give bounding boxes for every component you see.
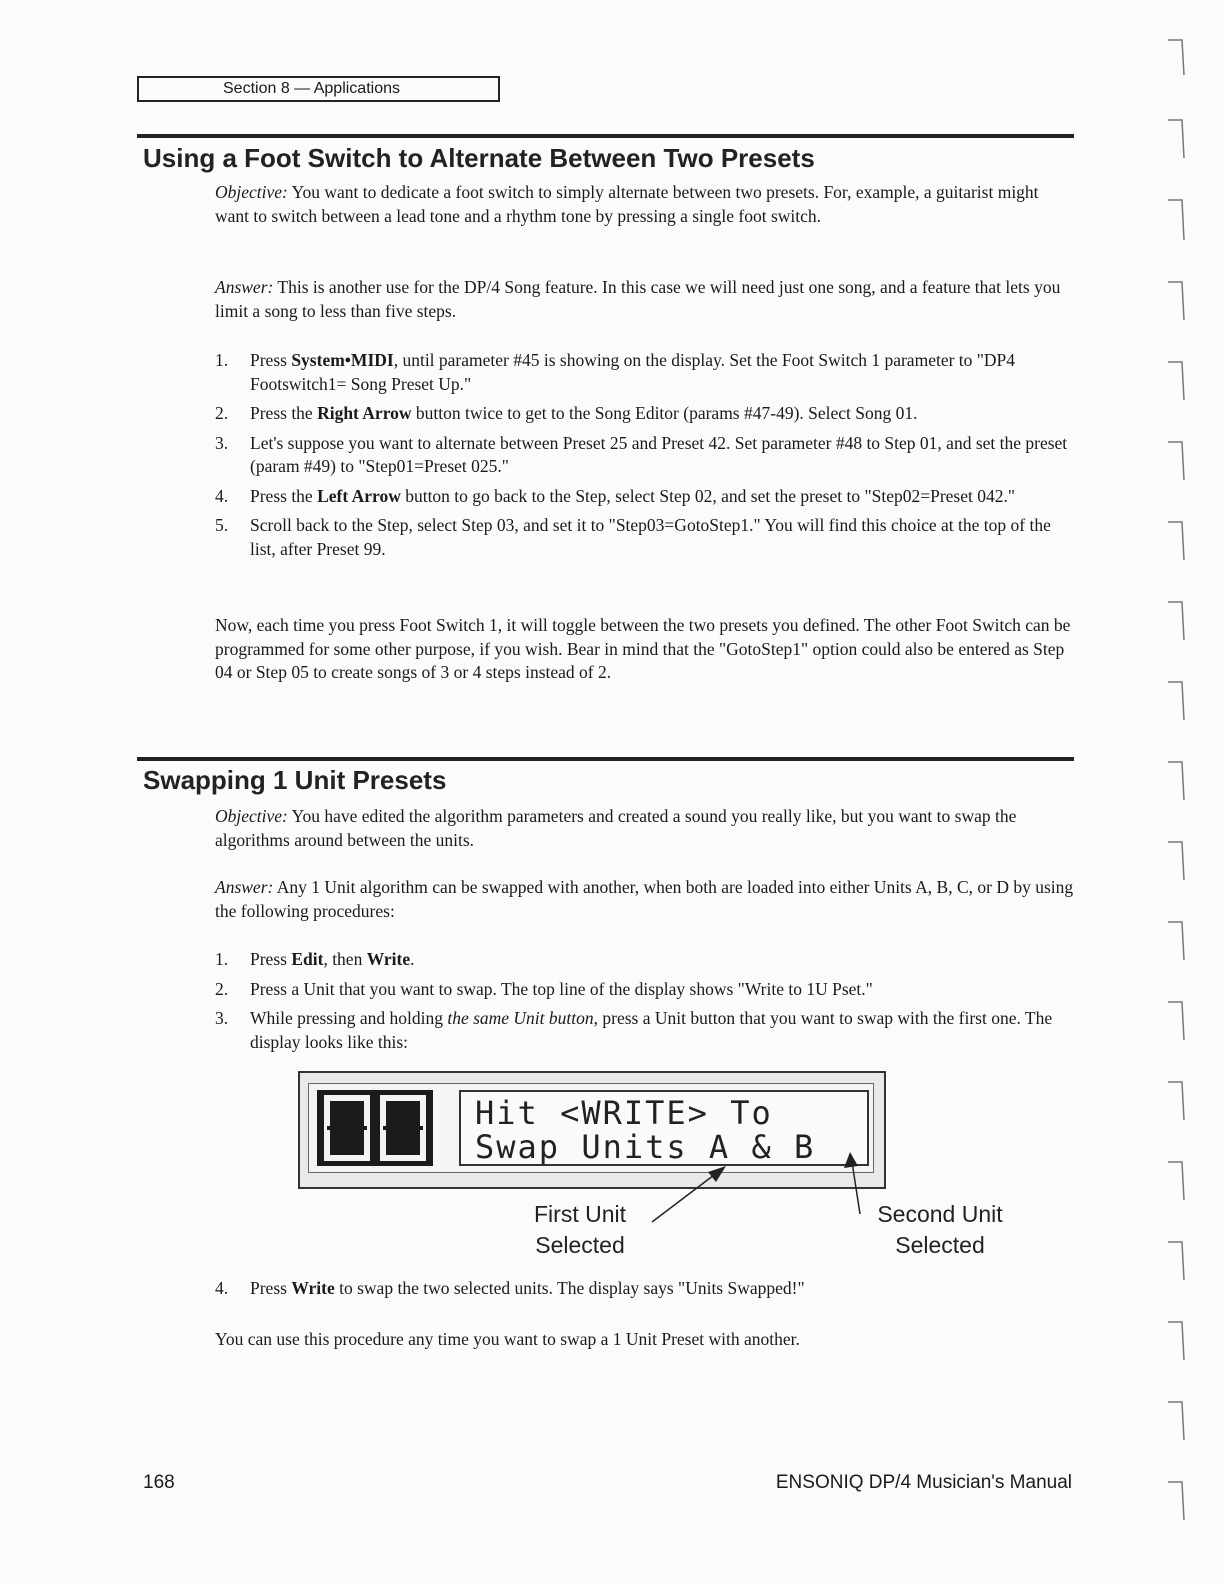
step-bold: Left Arrow bbox=[317, 485, 401, 506]
step-text: Let's suppose you want to alternate between Preset 25 and Preset 42. Set parameter #48 to Step 01, and set the preset (param #49) to "Step01=Preset 025." bbox=[250, 432, 1068, 476]
step-number: 3. bbox=[215, 1008, 229, 1028]
objective-text: You want to dedicate a foot switch to simply alternate between two presets. For, example, a guitarist might want to switch between a lead tone and a rhythm tone by pressing a single foot switch. bbox=[215, 182, 1039, 226]
step-number: 5. bbox=[215, 515, 229, 535]
answer-label: Answer: bbox=[215, 877, 274, 897]
closing-paragraph: Now, each time you press Foot Switch 1, it will toggle between the two presets you defined. The other Foot Switch can be programmed for some other purpose, if you wish. Bear in mind that the "GotoStep1" option could also be entered as Step 04 or Step 05 to create songs of 3 or 4 steps instead of 2. bbox=[215, 615, 1071, 682]
section-title: Swapping 1 Unit Presets bbox=[143, 765, 447, 795]
callout-arrows bbox=[640, 1150, 880, 1230]
list-item bbox=[215, 948, 1075, 972]
step-number: 4. bbox=[215, 485, 229, 506]
second-arrow-line bbox=[852, 1162, 860, 1214]
step-number: 2. bbox=[215, 403, 229, 423]
steps-list bbox=[215, 1277, 1075, 1301]
step-number: 1. bbox=[215, 949, 229, 969]
step-italic: the same Unit button bbox=[447, 1008, 594, 1028]
step-text: , until parameter #45 is showing on the display. Set the Foot Switch 1 parameter to "DP4 Footswitch1= Song Preset Up." bbox=[250, 350, 1016, 394]
callout-label: Second Unit bbox=[877, 1201, 1003, 1227]
step-bold: Right Arrow bbox=[317, 403, 412, 423]
callout-label: Selected bbox=[895, 1232, 985, 1258]
step-text: Press bbox=[250, 949, 292, 969]
step-bold: Write bbox=[366, 949, 411, 969]
first-arrow-head bbox=[708, 1166, 726, 1182]
steps-list bbox=[215, 948, 1075, 1054]
answer-paragraph bbox=[215, 876, 1075, 923]
list-item bbox=[215, 1007, 1075, 1054]
binder-edge-marks bbox=[1160, 0, 1200, 1584]
list-item bbox=[215, 1277, 1075, 1301]
objective-label: Objective: bbox=[215, 182, 288, 202]
step-number: 2. bbox=[215, 978, 229, 999]
step-text: to swap the two selected units. The display says "Units Swapped!" bbox=[334, 1278, 805, 1298]
step-bold: System•MIDI bbox=[291, 350, 394, 370]
manual-title: ENSONIQ DP/4 Musician's Manual bbox=[775, 1472, 1072, 1493]
list-item bbox=[215, 978, 1075, 1002]
step-text: Press bbox=[250, 1278, 292, 1298]
step-text: Press a Unit that you want to swap. The top line of the display shows "Write to 1U Pset." bbox=[250, 978, 873, 999]
step-text: Press bbox=[250, 350, 292, 370]
answer-paragraph bbox=[215, 276, 1075, 323]
step-text: While pressing and holding bbox=[250, 1008, 448, 1028]
step-text: button to go back to the Step, select Step 02, and set the preset to "Step02=Preset 042." bbox=[400, 485, 1016, 506]
list-item bbox=[215, 402, 1075, 426]
first-unit-callout bbox=[520, 1199, 640, 1261]
second-arrow-head bbox=[844, 1152, 858, 1168]
step-bold: Edit bbox=[291, 949, 324, 969]
first-arrow-line bbox=[652, 1172, 718, 1222]
step-text: . bbox=[410, 949, 415, 969]
section-rule bbox=[137, 757, 1074, 761]
section-rule bbox=[137, 134, 1074, 138]
callout-label: First Unit bbox=[534, 1201, 626, 1227]
seven-segment-digits bbox=[317, 1090, 433, 1166]
lcd-line-2: Swap Units A & B bbox=[475, 1128, 816, 1166]
steps-list bbox=[215, 349, 1075, 561]
objective-paragraph bbox=[215, 805, 1075, 852]
closing-paragraph: You can use this procedure any time you want to swap a 1 Unit Preset with another. bbox=[215, 1329, 800, 1349]
step-text: , press a Unit button that you want to swap with the first one. The display looks like this: bbox=[250, 1008, 1053, 1052]
step-number: 3. bbox=[215, 432, 229, 453]
segment-digits-icon bbox=[317, 1090, 433, 1166]
objective-text: You have edited the algorithm parameters and created a sound you really like, but you want to swap the algorithms around between the units. bbox=[215, 806, 1017, 850]
step-number: 4. bbox=[215, 1278, 229, 1298]
step-number: 1. bbox=[215, 350, 229, 370]
answer-text: Any 1 Unit algorithm can be swapped with another, when both are loaded into either Units A, B, C, or D by using the following procedures: bbox=[215, 877, 1074, 921]
section-label: Section 8 — Applications bbox=[223, 80, 400, 97]
list-item bbox=[215, 432, 1075, 479]
objective-paragraph bbox=[215, 181, 1075, 228]
list-item bbox=[215, 514, 1075, 561]
callout-label: Selected bbox=[535, 1232, 625, 1258]
step-text: , then bbox=[323, 949, 367, 969]
answer-label: Answer: bbox=[215, 277, 274, 297]
step-text: button twice to get to the Song Editor (params #47-49). Select Song 01. bbox=[411, 403, 918, 423]
second-unit-callout bbox=[866, 1199, 1014, 1261]
list-item bbox=[215, 485, 1075, 509]
step-text: Scroll back to the Step, select Step 03, and set it to "Step03=GotoStep1." You will find this choice at the top of the list, after Preset 99. bbox=[250, 515, 1051, 559]
page-number: 168 bbox=[143, 1472, 175, 1493]
lcd-line-1: Hit <WRITE> To bbox=[475, 1094, 773, 1132]
step-text: Press the bbox=[250, 485, 318, 506]
answer-text: This is another use for the DP/4 Song feature. In this case we will need just one song, and a feature that lets you limit a song to less than five steps. bbox=[215, 277, 1061, 321]
list-item bbox=[215, 349, 1075, 396]
section-title: Using a Foot Switch to Alternate Between Two Presets bbox=[143, 143, 815, 173]
objective-label: Objective: bbox=[215, 806, 288, 826]
step-bold: Write bbox=[291, 1278, 335, 1298]
section-header-box bbox=[137, 76, 500, 102]
step-text: Press the bbox=[250, 403, 318, 423]
